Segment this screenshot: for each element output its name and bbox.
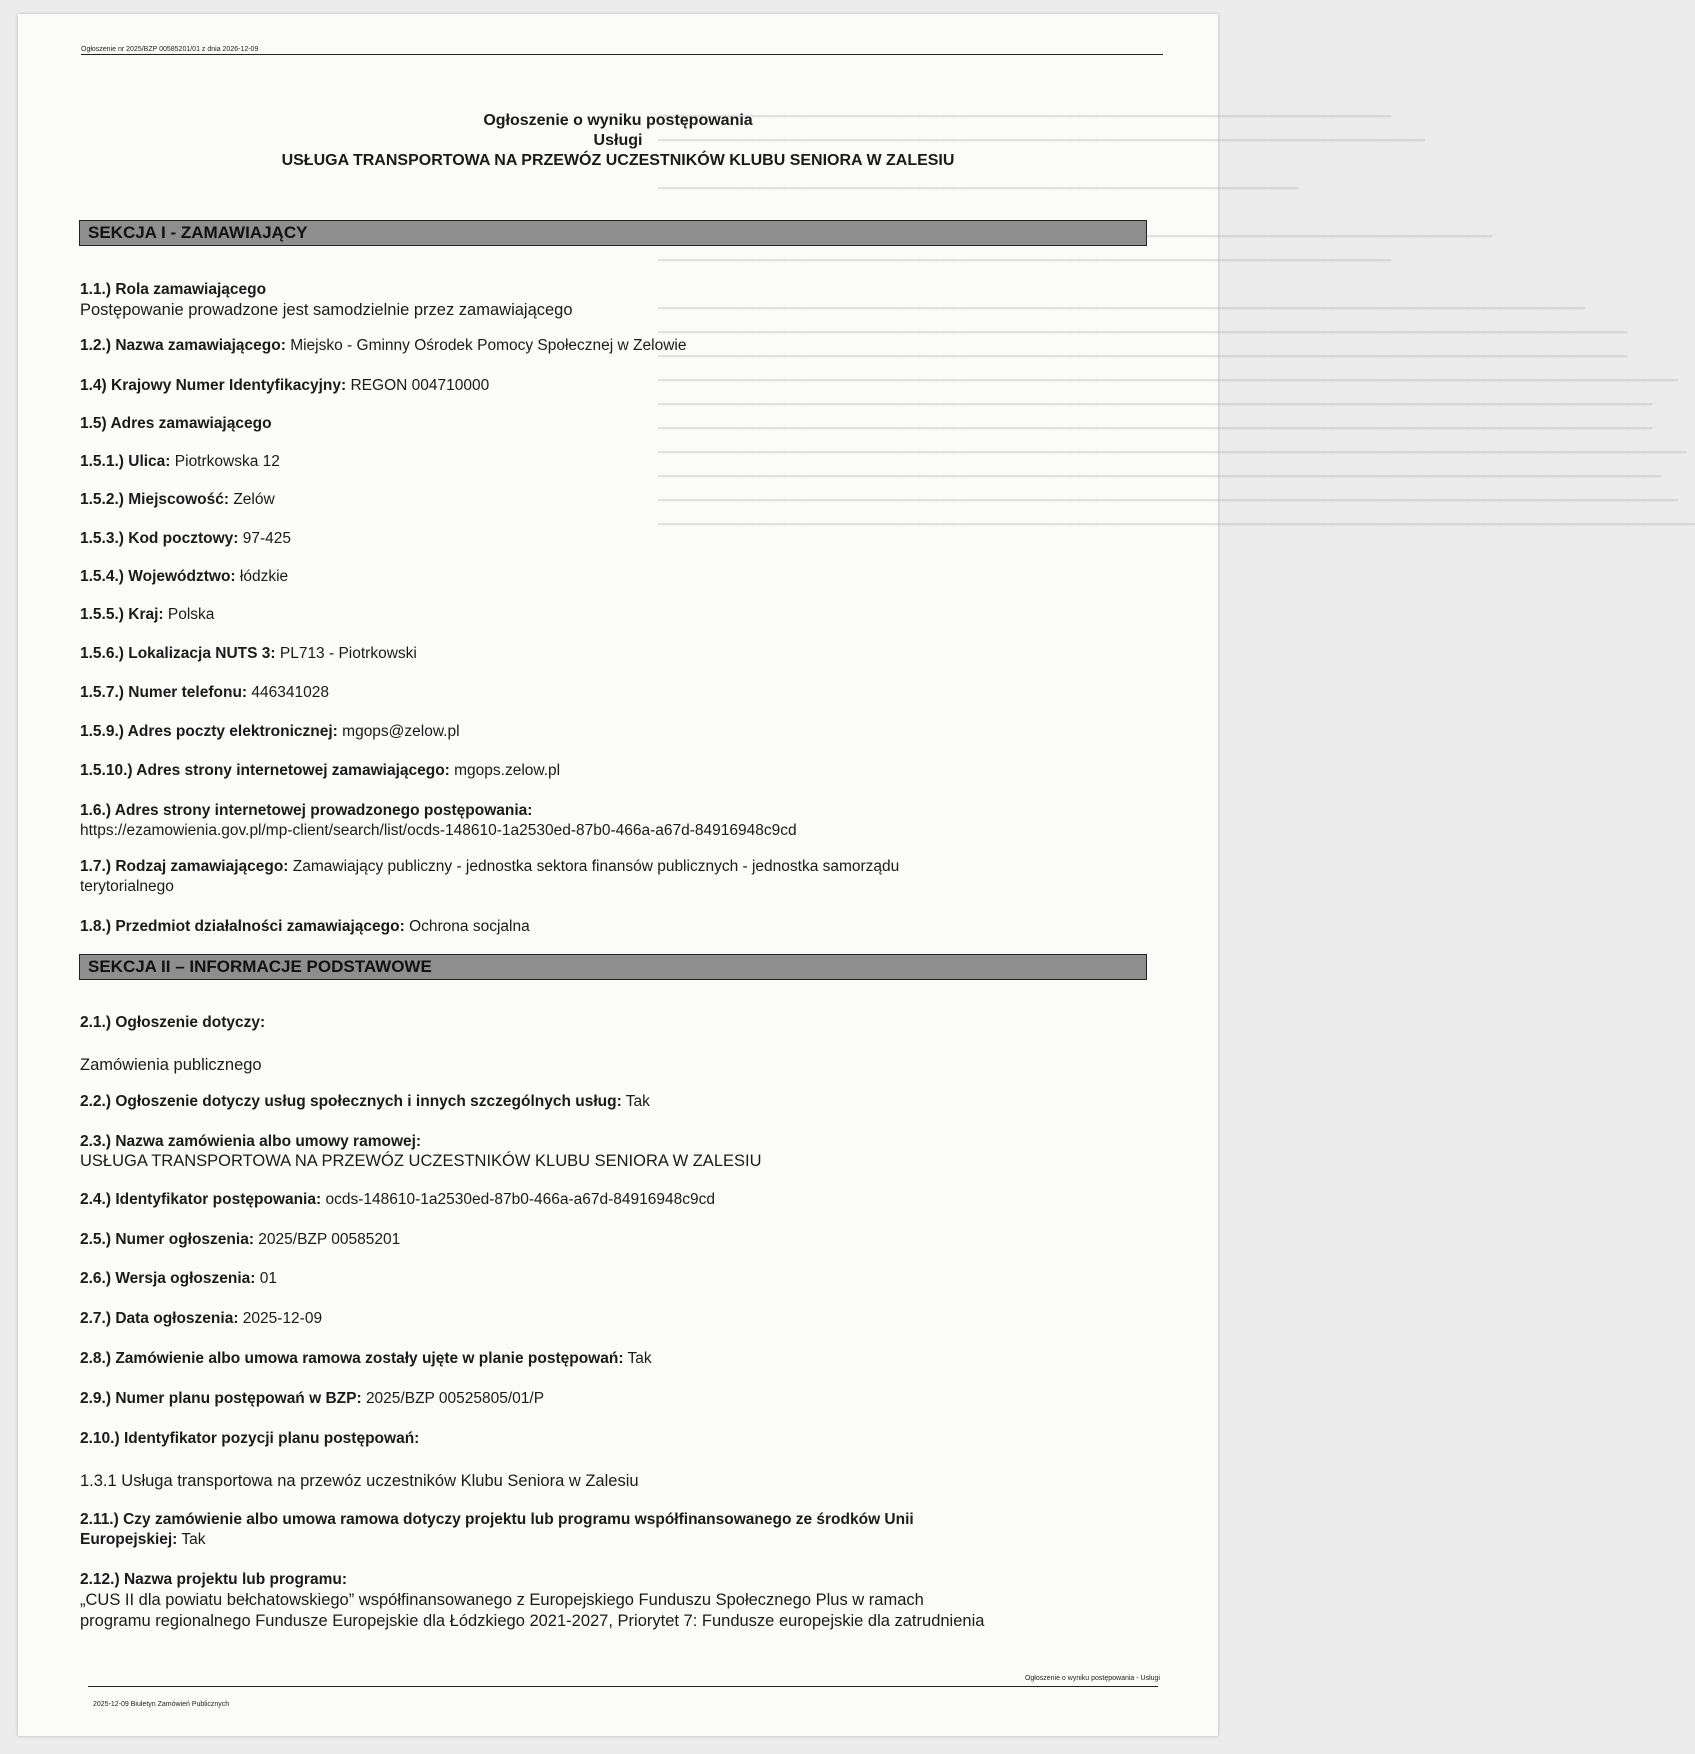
field-label: 1.6.) Adres strony internetowej prowadzonego postępowania: (80, 802, 533, 819)
field-2-5 (80, 1230, 1150, 1250)
field-value: Tak (625, 1093, 650, 1110)
document-category: Usługi (593, 132, 643, 149)
document-page (18, 14, 1695, 1736)
field-value: REGON 004710000 (350, 377, 490, 394)
field-label: 1.5.7.) Numer telefonu: (80, 684, 248, 701)
field-value: łódzkie (239, 568, 289, 585)
field-value: PL713 - Piotrkowski (279, 645, 417, 662)
procurement-url: https://ezamowienia.gov.pl/mp-client/search/list/ocds-148610-1a2530ed-87b0-466a-a67d-84916948c9cd (80, 822, 797, 839)
field-2-4 (80, 1190, 1150, 1210)
section-1-title: SEKCJA I - ZAMAWIAJĄCY (88, 223, 308, 242)
field-label: 2.8.) Zamówienie albo umowa ramowa zostały ujęte w planie postępowań: (80, 1350, 624, 1367)
field-label: 2.10.) Identyfikator pozycji planu postępowań: (80, 1430, 420, 1447)
field-label: 1.5.5.) Kraj: (80, 606, 164, 623)
field-label: 1.5.3.) Kod pocztowy: (80, 530, 239, 547)
field-1-5-9 (80, 722, 1150, 742)
field-1-6 (80, 801, 1150, 821)
field-value: 01 (259, 1270, 277, 1287)
bleed-through: ━━━━━━━━━━━━━━━━━━━━━━━━━━━━━━━━━━━━━━━━━━━━━━━━━━━━━━━━━━━━━━━━━━━━━━━━━━━━━━━━━━━━━━━ ━━━━━━━━━━━━━━━━━━━━━━━━━━━━━━━━━━━━━━━━━━━━━━━━━━━━━━━━━━━━━━━━━━━━━━━━━━━━━━━━━━━━━━━━━━━ ━━━━━━━━━━━━━━━━━━━━━━━━━━━━━━━━━━━━━━━━━━━━━━━━━━━━━━━━━━━━━━━━━━━━━━━━━━━━ ━━━━━━━━━━━━━━━━━━━━━━━━━━━━━━━━━━━━━━━━━━━━━━━━━━━━━━━━━━━━━━━━━━━━━━━━━━━━━━━━━━━━━━━ ━━━━━━━━━━━━━━━━━━━━━━━━━━━━━━━━━━━━━━━━━━━━━━━━━━━━━━━━━━━━━━━━━━━━━━━━━━━━━━━━━━━━━━━━━━━━━━━━━━━━━━━━━━━━━━ ━━━━━━━━━━━━━━━━━━━━━━━━━━━━━━━━━━━━━━━━━━━━━━━━━━━━━━━━━━━━━━━━━━━━━━━━━━━━━━━━━━━━━━━━━━━━━━━━━━━━━━━━━━━━━━━━━━━ ━━━━━━━━━━━━━━━━━━━━━━━━━━━━━━━━━━━━━━━━━━━━━━━━━━━━━━━━━━━━━━━━━━━━━━━━━━━━━━━━━━━━━━━━━━━━━━━━━━━━━━━━━━━━━━━━━━━ ━━━━━━━━━━━━━━━━━━━━━━━━━━━━━━━━━━━━━━━━━━━━━━━━━━━━━━━━━━━━━━━━━━━━━━━━━━━━━━━━━━━━━━━━━━━━━━━━━━━━━━━━━━━━━━━━━━━━━━━━━ ━━━━━━━━━━━━━━━━━━━━━━━━━━━━━━━━━━━━━━━━━━━━━━━━━━━━━━━━━━━━━━━━━━━━━━━━━━━━━━━━━━━━━━━━━━━━━━━━━━━━━━━━━━━━━━━━━━━━━━ ━━━━━━━━━━━━━━━━━━━━━━━━━━━━━━━━━━━━━━━━━━━━━━━━━━━━━━━━━━━━━━━━━━━━━━━━━━━━━━━━━━━━━━━━━━━━━━━━━━━━━━━━━━━━━━━━━━━━━━ ━━━━━━━━━━━━━━━━━━━━━━━━━━━━━━━━━━━━━━━━━━━━━━━━━━━━━━━━━━━━━━━━━━━━━━━━━━━━━━━━━━━━━━━━━━━━━━━━━━━━━━━━━━━━━━━━━━━━━━━━━━ ━━━━━━━━━━━━━━━━━━━━━━━━━━━━━━━━━━━━━━━━━━━━━━━━━━━━━━━━━━━━━━━━━━━━━━━━━━━━━━━━━━━━━━━━━━━━━━━━━━━━━━━━━━━━━━━━━━━━━━━ ━━━━━━━━━━━━━━━━━━━━━━━━━━━━━━━━━━━━━━━━━━━━━━━━━━━━━━━━━━━━━━━━━━━━━━━━━━━━━━━━━━━━━━━━━━━━━━━━━━━━━━━━━━━━━━━━━━━━━━━━━ ━━━━━━━━━━━━━━━━━━━━━━━━━━━━━━━━━━━━━━━━━━━━━━━━━━━━━━━━━━━━━━━━━━━━━━━━━━━━━━━━━━━━━━━━━━━━━━━━━━━━━━━━━━━━━━━━━━━━━━━━━━━ (658, 108, 1695, 532)
field-label: 1.2.) Nazwa zamawiającego: (80, 337, 286, 354)
field-1-4 (80, 376, 1150, 396)
field-1-5-5 (80, 605, 1150, 625)
field-label: 1.1.) Rola zamawiającego (80, 281, 267, 298)
field-1-7 (80, 857, 1150, 877)
field-1-1-value: Postępowanie prowadzone jest samodzielnie przez zamawiającego (80, 301, 573, 319)
field-label: 1.5.2.) Miejscowość: (80, 491, 230, 508)
field-2-3 (80, 1132, 1150, 1152)
field-label: 2.4.) Identyfikator postępowania: (80, 1191, 322, 1208)
field-label: 1.8.) Przedmiot działalności zamawiającego: (80, 918, 405, 935)
section-2-title: SEKCJA II – INFORMACJE PODSTAWOWE (88, 957, 432, 976)
header-rule (81, 54, 1163, 55)
field-1-1 (80, 280, 1150, 300)
field-1-2 (80, 336, 1150, 356)
field-1-8 (80, 917, 1150, 937)
field-value: Polska (167, 606, 215, 623)
field-label: 1.7.) Rodzaj zamawiającego: (80, 858, 289, 875)
field-1-5-10 (80, 761, 1150, 781)
order-name: USŁUGA TRANSPORTOWA NA PRZEWÓZ UCZESTNIKÓW KLUBU SENIORA W ZALESIU (80, 1152, 762, 1170)
field-1-5-4 (80, 567, 1150, 587)
field-2-1 (80, 1013, 1150, 1033)
field-label: 1.5.9.) Adres poczty elektronicznej: (80, 723, 338, 740)
field-label: 2.3.) Nazwa zamówienia albo umowy ramowej: (80, 1133, 422, 1150)
field-value: Tak (627, 1350, 652, 1367)
field-label: 2.2.) Ogłoszenie dotyczy usług społecznych i innych szczególnych usług: (80, 1093, 622, 1110)
section-1-header (79, 220, 1147, 246)
field-label: 1.5) Adres zamawiającego (80, 415, 272, 432)
notice-number-header: Ogłoszenie nr 2025/BZP 00585201/01 z dnia 2026-12-09 (81, 46, 259, 53)
field-label: 2.1.) Ogłoszenie dotyczy: (80, 1014, 266, 1031)
field-label: Europejskiej: (80, 1531, 178, 1548)
field-1-5 (80, 414, 1150, 434)
footer-left: 2025-12-09 Biuletyn Zamówień Publicznych (93, 1701, 230, 1708)
field-value: mgops.zelow.pl (454, 762, 561, 779)
field-2-7 (80, 1309, 1150, 1329)
plan-item-value: 1.3.1 Usługa transportowa na przewóz uczestników Klubu Seniora w Zalesiu (80, 1472, 639, 1490)
field-1-5-1 (80, 452, 1150, 472)
field-label: 2.7.) Data ogłoszenia: (80, 1310, 239, 1327)
field-label: 1.5.6.) Lokalizacja NUTS 3: (80, 645, 276, 662)
field-2-8 (80, 1349, 1150, 1369)
field-label: 1.4) Krajowy Numer Identyfikacyjny: (80, 377, 347, 394)
field-value: Miejsko - Gminny Ośrodek Pomocy Społecznej w Zelowie (290, 337, 687, 354)
field-value: Tak (181, 1531, 206, 1548)
field-value: Zelów (233, 491, 275, 508)
field-value: Zamawiający publiczny - jednostka sektora finansów publicznych - jednostka samorządu (292, 858, 900, 875)
field-1-5-2 (80, 490, 1150, 510)
field-value: mgops@zelow.pl (342, 723, 460, 740)
field-label: 1.5.1.) Ulica: (80, 453, 171, 470)
field-value: 97-425 (242, 530, 292, 547)
field-value: 2025-12-09 (242, 1310, 323, 1327)
field-2-11 (80, 1510, 1150, 1530)
field-label: 2.5.) Numer ogłoszenia: (80, 1231, 254, 1248)
field-label: 1.5.4.) Województwo: (80, 568, 236, 585)
field-value: 2025/BZP 00525805/01/P (365, 1390, 545, 1407)
field-2-2 (80, 1092, 1150, 1112)
field-value: Ochrona socjalna (409, 918, 530, 935)
field-2-11-cont (80, 1530, 1150, 1550)
field-label: 2.9.) Numer planu postępowań w BZP: (80, 1390, 362, 1407)
field-1-5-7 (80, 683, 1150, 703)
footer-right: Ogłoszenie o wyniku postępowania - Usługi (1024, 1675, 1160, 1682)
document-subject: USŁUGA TRANSPORTOWA NA PRZEWÓZ UCZESTNIKÓW KLUBU SENIORA W ZALESIU (281, 152, 955, 169)
field-1-5-6 (80, 644, 1150, 664)
field-label: 2.11.) Czy zamówienie albo umowa ramowa dotyczy projektu lub programu współfinansowanego ze środków Unii (80, 1511, 914, 1528)
field-value: 2025/BZP 00585201 (258, 1231, 401, 1248)
document-title: Ogłoszenie o wyniku postępowania (483, 112, 753, 129)
field-2-10 (80, 1429, 1150, 1449)
field-label: 2.12.) Nazwa projektu lub programu: (80, 1571, 347, 1588)
field-value: ocds-148610-1a2530ed-87b0-466a-a67d-84916948c9cd (325, 1191, 716, 1208)
project-name-line-2: programu regionalnego Fundusze Europejskie dla Łódzkiego 2021-2027, Priorytet 7: Fundusze europejskie dla zatrudnienia (80, 1612, 985, 1630)
field-2-1-value: Zamówienia publicznego (80, 1056, 262, 1074)
project-name-line-1: „CUS II dla powiatu bełchatowskiego” współfinansowanego z Europejskiego Funduszu Społecznego Plus w ramach (80, 1591, 924, 1609)
field-label: 2.6.) Wersja ogłoszenia: (80, 1270, 256, 1287)
field-2-9 (80, 1389, 1150, 1409)
field-1-7-cont: terytorialnego (80, 878, 174, 895)
footer-rule (88, 1686, 1158, 1687)
field-label: 1.5.10.) Adres strony internetowej zamawiającego: (80, 762, 450, 779)
field-value: 446341028 (251, 684, 329, 701)
section-2-header (79, 954, 1147, 980)
field-2-12 (80, 1570, 1150, 1590)
field-1-5-3 (80, 529, 1150, 549)
field-value: Piotrkowska 12 (174, 453, 280, 470)
field-2-6 (80, 1269, 1150, 1289)
